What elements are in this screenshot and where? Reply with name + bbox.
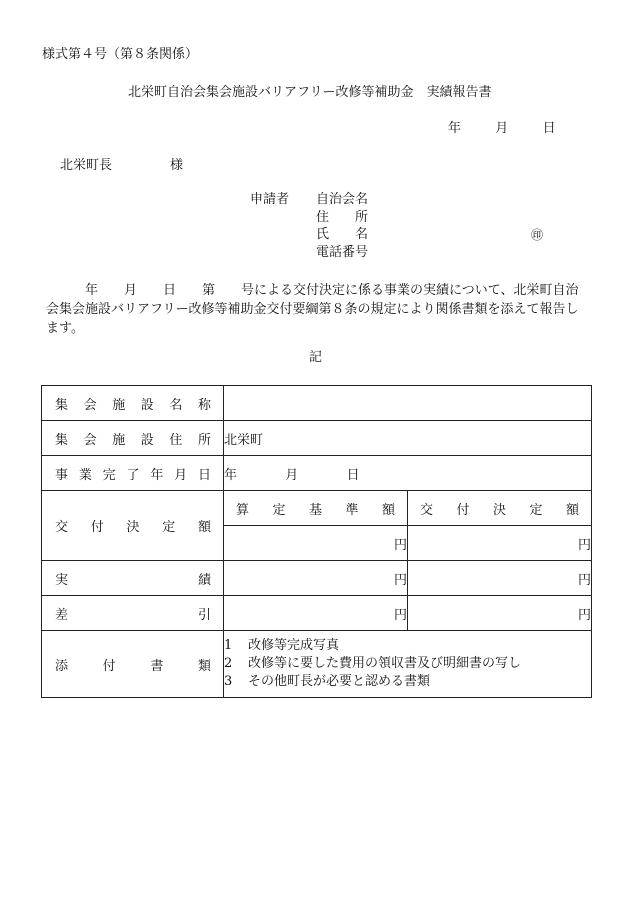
label-char: 日	[197, 467, 211, 483]
label-char: 類	[197, 658, 211, 674]
label-char: 準	[345, 502, 359, 518]
body-paragraph: 年 月 日 第 号による交付決定に係る事業の実績について、北栄町自治会集会施設バリアフリー改修等補助金交付要綱第８条の規定により関係書類を添えて報告します。	[46, 283, 579, 336]
label-char: 書	[150, 658, 164, 674]
label-char: 算	[236, 502, 250, 518]
label-char: 額	[381, 502, 395, 518]
label-char: 集	[55, 432, 69, 448]
value-completion-date[interactable]	[224, 456, 592, 491]
label-completion-date	[42, 456, 224, 491]
label-char: 了	[126, 467, 140, 483]
label-char: 完	[102, 467, 116, 483]
label-char: 月	[174, 467, 188, 483]
date-year: 年	[448, 121, 462, 136]
actual-decision-value[interactable]: 円	[408, 561, 592, 596]
attachments-list	[224, 631, 592, 698]
label-char: 定	[272, 502, 286, 518]
field-phone: 電話番号	[316, 245, 369, 260]
label-difference	[42, 596, 224, 631]
label-char: 住	[169, 432, 183, 448]
label-grant-decision	[42, 491, 224, 561]
label-char: 添	[55, 658, 69, 674]
label-char: 決	[492, 502, 506, 518]
label-char: 付	[102, 658, 116, 674]
document-title: 北栄町自治会集会施設バリアフリー改修等補助金 実績報告書	[128, 85, 492, 100]
label-char: 設	[140, 432, 154, 448]
label-char: 交	[420, 502, 434, 518]
label-char: 額	[565, 502, 579, 518]
label-char: 差	[55, 607, 69, 623]
label-facility-name	[42, 386, 224, 421]
field-address: 住 所	[316, 210, 369, 225]
field-association-name: 自治会名	[316, 192, 369, 207]
label-char: 集	[55, 397, 69, 413]
label-char: 定	[529, 502, 543, 518]
form-number: 様式第４号（第８条関係）	[42, 47, 199, 62]
addressee-name: 北栄町長	[60, 158, 113, 173]
label-attachments	[42, 631, 224, 698]
value-facility-address[interactable]: 北栄町	[224, 421, 592, 456]
label-char: 績	[197, 572, 211, 588]
table-row	[42, 456, 592, 491]
label-facility-address	[42, 421, 224, 456]
label-char: 決	[126, 520, 140, 535]
label-char: 定	[162, 520, 176, 535]
label-char: 施	[112, 432, 126, 448]
label-char: 事	[55, 467, 69, 483]
value-facility-name[interactable]	[224, 386, 592, 421]
table-row	[42, 386, 592, 421]
report-date	[448, 122, 556, 135]
grant-standard-value[interactable]: 円	[224, 526, 408, 561]
actual-standard-value[interactable]: 円	[224, 561, 408, 596]
honorific: 様	[170, 158, 184, 173]
diff-decision-value[interactable]: 円	[408, 596, 592, 631]
date-day: 日	[542, 121, 556, 136]
table-row	[42, 596, 592, 631]
label-char: 施	[112, 397, 126, 413]
table-row	[42, 421, 592, 456]
table-row	[42, 631, 592, 698]
label-char: 実	[55, 572, 69, 588]
diff-standard-value[interactable]: 円	[224, 596, 408, 631]
field-name: 氏 名	[316, 227, 369, 242]
applicant-label: 申請者	[250, 192, 290, 207]
cdate-month: 月	[285, 467, 299, 483]
col-head-decision-amount	[408, 491, 592, 526]
label-char: 額	[197, 520, 211, 535]
ki-heading: 記	[309, 350, 323, 365]
label-char: 設	[140, 397, 154, 413]
label-char: 引	[197, 607, 211, 623]
label-char: 名	[169, 397, 183, 413]
label-char: 業	[78, 467, 92, 483]
cdate-day: 日	[346, 467, 360, 483]
label-char: 付	[456, 502, 470, 518]
table-row	[42, 561, 592, 596]
report-table	[41, 385, 592, 698]
seal-mark: ㊞	[531, 228, 544, 242]
label-char: 会	[83, 397, 97, 413]
table-row	[42, 491, 592, 526]
attachment-item: 2 改修等に要した費用の領収書及び明細書の写し	[224, 656, 522, 671]
date-month: 月	[495, 121, 509, 136]
addressee	[60, 159, 183, 172]
cdate-year: 年	[224, 467, 238, 483]
label-char: 交	[55, 520, 69, 535]
attachment-item: 1 改修等完成写真	[224, 638, 340, 653]
label-char: 称	[197, 397, 211, 413]
label-char: 会	[83, 432, 97, 448]
col-head-standard-amount	[224, 491, 408, 526]
label-char: 基	[308, 502, 322, 518]
attachment-item: 3 その他町長が必要と認める書類	[224, 674, 431, 689]
label-char: 年	[150, 467, 164, 483]
label-char: 所	[197, 432, 211, 448]
grant-decision-value[interactable]: 円	[408, 526, 592, 561]
label-actual	[42, 561, 224, 596]
label-char: 付	[90, 520, 104, 535]
